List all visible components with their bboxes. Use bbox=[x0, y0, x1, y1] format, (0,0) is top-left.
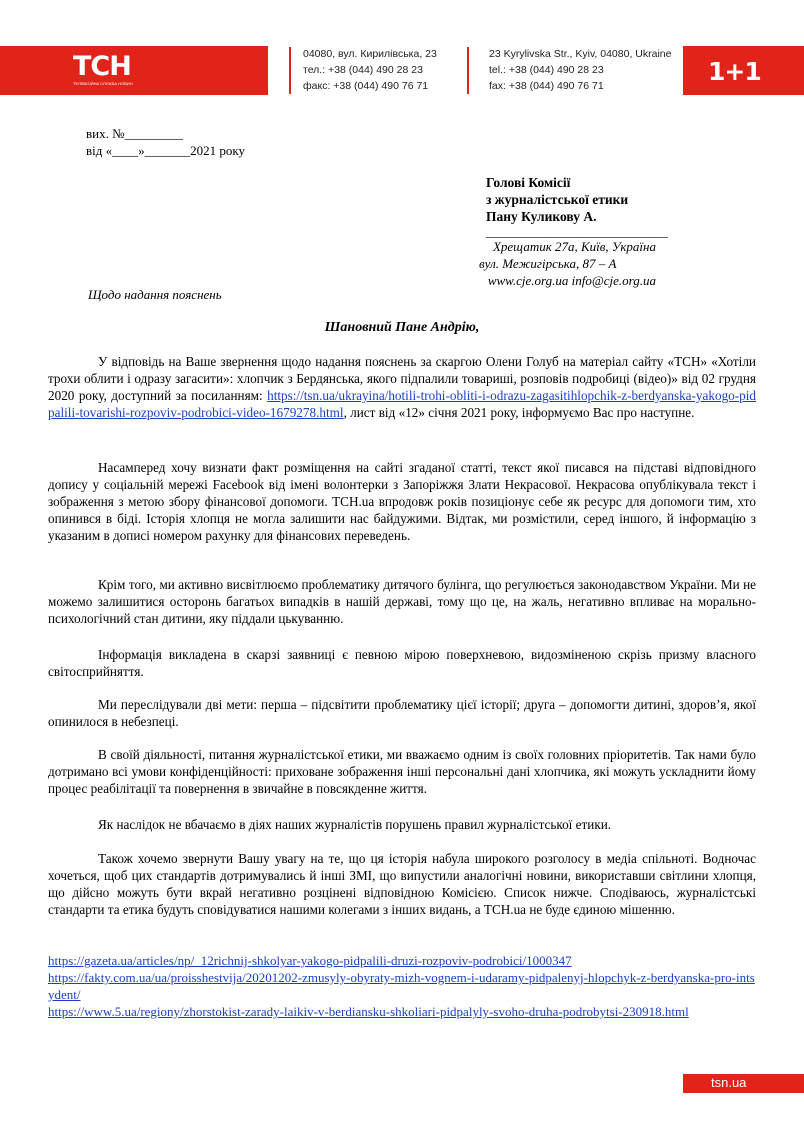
paragraph-6-text: В своїй діяльності, питання журналістської етики, ми вважаємо одним із своїх головних пріоритетів. Так нами було дотримано всі умови конфіденційності: приховане зображення інші персональні дані хлопчика, які можуть ускладнити йому процес реабілітації та повернення в звичайне в повсякденне життя. bbox=[48, 747, 756, 796]
paragraph-1-text: У відповідь на Ваше звернення щодо надання пояснень за скаргою Олени Голуб на матеріал сайту «ТСН» «Хотіли трохи облити і одразу загасити»: хлопчик з Бердянська, якого підпалили товариші, розповів подробиці (відео)» від 02 грудня 2020 року, доступний за посиланням: bbox=[48, 354, 756, 403]
contact-ua-fax: факс: +38 (044) 490 76 71 bbox=[303, 80, 429, 92]
addressee-line-2: з журналістської етики bbox=[486, 192, 629, 207]
contact-en bbox=[489, 46, 671, 94]
contact-en-phone: tel.: +38 (044) 490 28 23 bbox=[489, 64, 604, 76]
paragraph-6 bbox=[48, 746, 756, 797]
addressee-block bbox=[486, 174, 668, 240]
addressee-rule: ____________________________ bbox=[486, 224, 668, 239]
salutation: Шановний Пане Андрію, bbox=[324, 320, 480, 335]
source-link-gazeta[interactable]: https://gazeta.ua/articles/np/_12richnij-shkolyar-yakogo-pidpalili-druzi-rozpoviv-podrobici/1000347 bbox=[48, 953, 572, 968]
addressee-address bbox=[479, 238, 656, 289]
tsn-logo-text: ТСН bbox=[73, 51, 131, 82]
outgoing-line-1: вих. №_________ bbox=[86, 126, 183, 141]
paragraph-1 bbox=[48, 353, 756, 421]
addressee-addr-3: www.cje.org.ua info@cje.org.ua bbox=[487, 273, 656, 288]
paragraph-2 bbox=[48, 459, 756, 544]
contact-en-fax: fax: +38 (044) 490 76 71 bbox=[489, 80, 604, 92]
paragraph-8-text: Також хочемо звернути Вашу увагу на те, що ця історія набула широкого розголосу в медіа спільноті. Водночас хочеться, щоб цих стандартів дотримувались й інші ЗМІ, що випустили аналогічні новини, використавши світлини хлопця, що дійсно можуть бути вкрай негативно розцінені відповідною Комісією. Список нижче. Сподіваюсь, журналістські стандарти та етика будуть сповідуватися нашими колегами з інших видань, а ТСН.ua не буде єдиною мішенню. bbox=[48, 851, 756, 917]
one-plus-one-logo: 1+1 bbox=[708, 57, 761, 86]
paragraph-7 bbox=[48, 816, 756, 833]
addressee-addr-2: вул. Межигірська, 87 – А bbox=[479, 256, 617, 271]
tsn-logo bbox=[73, 51, 137, 86]
tsn-logo-subtext: ТЕЛЕВІЗІЙНА СЛУЖБА НОВИН bbox=[73, 81, 133, 86]
paragraph-3-text: Крім того, ми активно висвітлюємо проблематику дитячого булінга, що регулюється законодавством України. Ми не можемо залишитися осторонь багатьох випадків в нашій державі, тому що це, на жаль, негативно впливає на морально-психологічний стан дитини, яку піддали цькуванню. bbox=[48, 577, 756, 626]
divider-1 bbox=[289, 47, 291, 94]
source-link-fakty[interactable]: https://fakty.com.ua/ua/proisshestvija/20201202-zmusyly-obyraty-mizh-vognem-i-udaramy-pidpalenyj-hlopchyk-z-berdyanska-pro-intsydent/ bbox=[48, 970, 755, 1002]
paragraph-5-text: Ми переслідували дві мети: перша – підсвітити проблематику цієї історії; друга – допомогти дитині, здоров’я, якої опинилося в небезпеці. bbox=[48, 697, 756, 729]
paragraph-5 bbox=[48, 696, 756, 730]
paragraph-4-text: Інформація викладена в скарзі заявниці є певною мірою поверхневою, видозміненою скрізь призму власного світосприйняття. bbox=[48, 647, 756, 679]
subject-line: Щодо надання пояснень bbox=[88, 287, 222, 302]
contact-ua-address: 04080, вул. Кирилівська, 23 bbox=[303, 48, 437, 60]
addressee-addr-1: Хрещатик 27а, Київ, Україна bbox=[492, 239, 656, 254]
links-list bbox=[48, 952, 756, 1020]
outgoing-line-2: від «____»_______2021 року bbox=[86, 143, 245, 158]
paragraph-1-tail: , лист від «12» січня 2021 року, інформуємо Вас про наступне. bbox=[343, 405, 695, 420]
outgoing-number bbox=[86, 125, 245, 159]
divider-2 bbox=[467, 47, 469, 94]
paragraph-7-text: Як наслідок не вбачаємо в діях наших журналістів порушень правил журналістської етики. bbox=[98, 817, 612, 832]
paragraph-8 bbox=[48, 850, 756, 918]
contact-en-address: 23 Kyrylivska Str., Kyiv, 04080, Ukraine bbox=[489, 48, 672, 60]
article-link[interactable]: https://tsn.ua/ukrayina/hotili-trohi-obliti-i-odrazu-zagasitihlopchik-z-berdyanska-yakogo-pidpalili-tovarishi-rozpoviv-podrobici-video-1679278.html bbox=[48, 388, 756, 420]
paragraph-3 bbox=[48, 576, 756, 627]
addressee-line-3: Пану Куликову А. bbox=[486, 209, 597, 224]
paragraph-4 bbox=[48, 646, 756, 680]
contact-ua bbox=[303, 46, 437, 94]
source-link-5ua[interactable]: https://www.5.ua/regiony/zhorstokist-zarady-laikiv-v-berdiansku-shkoliari-pidpalyly-svoho-druha-podrobytsi-230918.html bbox=[48, 1004, 689, 1019]
contact-ua-phone: тел.: +38 (044) 490 28 23 bbox=[303, 64, 423, 76]
footer-site: tsn.ua bbox=[711, 1075, 747, 1090]
paragraph-2-text: Насамперед хочу визнати факт розміщення на сайті згаданої статті, текст якої писався на підставі відповідного допису у соціальній мережі Facebook від імені волонтерки з Запоріжжя Злати Некрасової. Некрасова опублікувала текст і зображення з метою збору фінансової допомоги. ТСН.ua впродовж років позиціонує себе як ресурс для допомоги тим, хто опинився в біді. Історія хлопця не могла залишити нас байдужими. Відтак, ми розмістили, серед іншого, й інформацію з указаним в дописі номером рахунку для фінансових переведень. bbox=[48, 460, 756, 543]
footer-bar bbox=[683, 1074, 804, 1093]
addressee-line-1: Голові Комісії bbox=[486, 175, 571, 190]
